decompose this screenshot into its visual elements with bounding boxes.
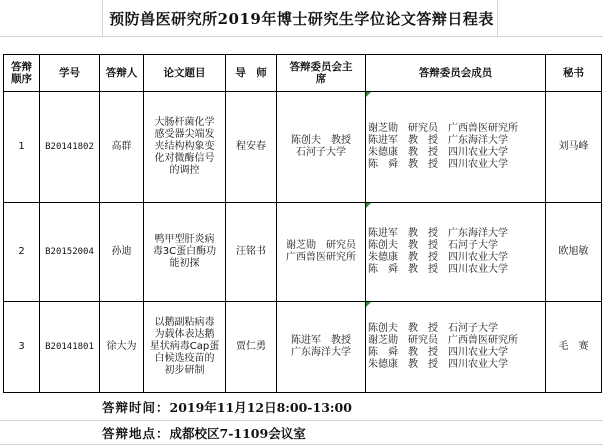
page-title: 预防兽医研究所2019年博士研究生学位论文答辩日程表 xyxy=(109,9,494,28)
header-secretary: 秘书 xyxy=(546,55,602,92)
cell-secretary[interactable]: 欧旭敏 xyxy=(546,203,602,302)
table-row xyxy=(4,302,602,393)
schedule-table xyxy=(3,54,602,393)
cell-comment-marker xyxy=(366,203,371,208)
header-members: 答辩委员会成员 xyxy=(366,55,546,92)
defense-place-value: 成都校区7-1109会议室 xyxy=(169,426,306,441)
cell-advisor[interactable]: 程安春 xyxy=(226,92,277,203)
defense-time-label: 答辩时间： xyxy=(102,400,170,415)
header-student-id: 学号 xyxy=(40,55,100,92)
table-row xyxy=(4,92,602,203)
header-name: 答辩人 xyxy=(100,55,144,92)
cell-members[interactable]: 谢芝勋 研究员 广西兽医研究所 陈进军 教 授 广东海洋大学 朱德康 教 授 四川农业大学 陈 舜 教 授 四川农业大学 xyxy=(366,92,546,203)
cell-secretary[interactable]: 毛 赛 xyxy=(546,302,602,393)
cell-student-id[interactable]: B20141802 xyxy=(40,92,100,203)
cell-name[interactable]: 徐大为 xyxy=(100,302,144,393)
cell-thesis[interactable]: 大肠杆菌化学 感受器尖端发 夹结构构象变 化对微酶信号 的调控 xyxy=(144,92,226,203)
cell-chair[interactable]: 谢芝勋 研究员 广西兽医研究所 xyxy=(277,203,366,302)
defense-place xyxy=(102,424,306,442)
cell-order[interactable]: 3 xyxy=(4,302,40,393)
cell-secretary[interactable]: 刘马峰 xyxy=(546,92,602,203)
header-thesis: 论文题目 xyxy=(144,55,226,92)
defense-time-value: 2019年11月12日8:00-13:00 xyxy=(169,400,352,415)
cell-chair[interactable]: 陈创夫 教授 石河子大学 xyxy=(277,92,366,203)
header-advisor: 导 师 xyxy=(226,55,277,92)
cell-members[interactable]: 陈创夫 教 授 石河子大学 谢芝勋 研究员 广西兽医研究所 陈 舜 教 授 四川农业大学 朱德康 教 授 四川农业大学 xyxy=(366,302,546,393)
cell-comment-marker xyxy=(366,92,371,97)
gridline xyxy=(0,420,603,421)
gridline xyxy=(0,36,603,37)
cell-order[interactable]: 1 xyxy=(4,92,40,203)
cell-members[interactable]: 陈进军 教 授 广东海洋大学 陈创夫 教 授 石河子大学 朱德康 教 授 四川农业大学 陈 舜 教 授 四川农业大学 xyxy=(366,203,546,302)
cell-order[interactable]: 2 xyxy=(4,203,40,302)
cell-thesis[interactable]: 以鹅副粘病毒 为载体表达鹅 星状病毒Cap蛋 白候选疫苗的 初步研制 xyxy=(144,302,226,393)
cell-comment-marker xyxy=(366,302,371,307)
cell-name[interactable]: 孙迪 xyxy=(100,203,144,302)
cell-name[interactable]: 高群 xyxy=(100,92,144,203)
defense-place-label: 答辩地点： xyxy=(102,426,170,441)
defense-time xyxy=(102,398,352,416)
header-chair: 答辩委员会主 席 xyxy=(277,55,366,92)
cell-thesis[interactable]: 鸭甲型肝炎病 毒3C蛋白酶功 能初探 xyxy=(144,203,226,302)
table-row xyxy=(4,203,602,302)
cell-advisor[interactable]: 贾仁勇 xyxy=(226,302,277,393)
cell-student-id[interactable]: B20141801 xyxy=(40,302,100,393)
cell-advisor[interactable]: 汪铭书 xyxy=(226,203,277,302)
table-header-row xyxy=(4,55,602,92)
header-order: 答辩 顺序 xyxy=(4,55,40,92)
cell-student-id[interactable]: B20152004 xyxy=(40,203,100,302)
cell-chair[interactable]: 陈进军 教授 广东海洋大学 xyxy=(277,302,366,393)
